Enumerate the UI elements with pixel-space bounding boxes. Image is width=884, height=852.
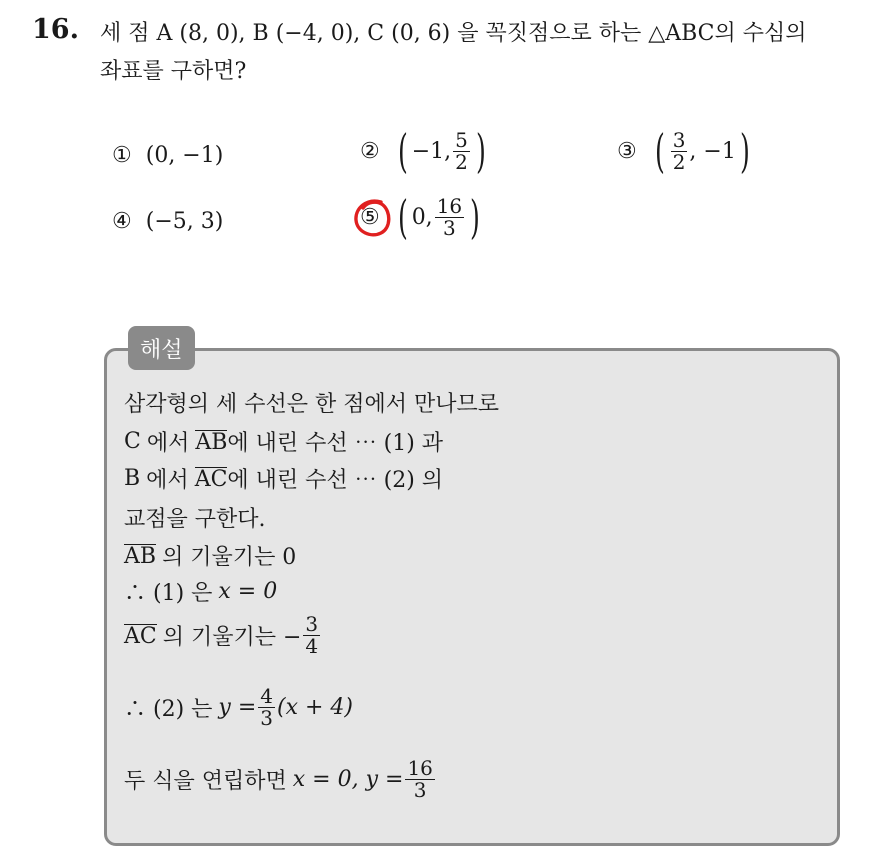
segment-ab: AB: [124, 543, 157, 569]
denominator: 3: [413, 778, 427, 802]
q-prefix: 세 점: [100, 21, 150, 46]
fraction: [671, 127, 688, 174]
solution-line-7: [124, 614, 322, 657]
line-text: 의 기울기는 −: [162, 625, 302, 650]
left-paren: (: [397, 190, 408, 244]
choice-1[interactable]: [112, 143, 223, 168]
line-text: 에 내린 수선 ⋯ (2) 의: [227, 468, 444, 493]
choice-3[interactable]: [617, 124, 754, 178]
line-text: ∴ (1) 은: [124, 581, 213, 606]
right-paren: ): [470, 190, 481, 244]
answer-circle-mark: [351, 196, 395, 240]
solution-line-5: [124, 540, 296, 571]
line-text: 에 내린 수선 ⋯ (1) 과: [227, 431, 444, 456]
question-line-1: 세 점 A (8, 0), B (−4, 0), C (0, 6) 을 꼭짓점으로 하는 △ABC의 수심의: [100, 21, 807, 46]
solution-tag: 해설: [128, 326, 195, 370]
equation: x = 0: [218, 579, 278, 604]
denominator: 3: [260, 706, 273, 730]
choice-mark: ③: [617, 138, 637, 164]
choice-tail: , −1: [689, 138, 736, 164]
choice-text: (0, −1): [145, 143, 224, 168]
line-text: 에서: [146, 468, 189, 493]
choice-2[interactable]: [360, 124, 490, 178]
choice-mark: ⑤: [360, 204, 380, 230]
fraction: [405, 758, 434, 801]
solution-line-9: [124, 758, 437, 801]
point-a: A (8, 0): [156, 21, 239, 46]
q-mid: 을 꼭짓점으로 하는: [457, 21, 642, 46]
right-paren: ): [475, 124, 486, 178]
choice-mark: ④: [112, 209, 132, 234]
choice-4[interactable]: [112, 209, 223, 234]
denominator: 3: [443, 215, 456, 240]
fraction: [435, 193, 464, 240]
right-paren: ): [739, 124, 750, 178]
question-number: 16.: [32, 14, 79, 45]
left-paren: (: [654, 124, 665, 178]
line-text: ∴ (2) 는: [124, 697, 213, 722]
equation-rhs: (x + 4): [277, 695, 353, 720]
equation: x = 0, y =: [292, 767, 404, 792]
point-c: C (0, 6): [367, 21, 451, 46]
segment-ac: AC: [124, 623, 157, 649]
line-text: 두 식을 연립하면: [124, 769, 287, 794]
denominator: 4: [305, 634, 319, 658]
point-b: B (−4, 0): [252, 21, 354, 46]
numerator: 5: [455, 127, 468, 152]
equation-lhs: y =: [218, 695, 257, 720]
numerator: 4: [260, 684, 273, 708]
numerator: 3: [672, 127, 686, 152]
fraction: [453, 127, 470, 174]
denominator: 2: [455, 149, 468, 174]
choice-mark: ②: [360, 138, 380, 164]
solution-line-4: 교점을 구한다.: [124, 507, 266, 532]
q-suffix: 의 수심의: [714, 21, 807, 46]
denominator: 2: [672, 149, 686, 174]
point-label: C: [124, 429, 141, 454]
left-paren: (: [397, 124, 408, 178]
numerator: 16: [407, 756, 433, 780]
solution-line-2: [124, 426, 443, 457]
segment-ab: AB: [195, 429, 228, 455]
fraction: [303, 614, 320, 657]
choice-mark: ①: [112, 143, 132, 168]
fraction: [258, 686, 275, 729]
line-text: 에서: [146, 431, 190, 456]
choice-text: (−5, 3): [145, 209, 224, 234]
triangle-label: △ABC: [648, 21, 715, 46]
segment-ac: AC: [194, 466, 228, 492]
choice-int: 0,: [411, 204, 433, 230]
line-text: 의 기울기는 0: [162, 545, 297, 570]
question-line-2: 좌표를 구하면?: [100, 59, 247, 84]
numerator: 3: [305, 612, 319, 636]
solution-line-1: 삼각형의 세 수선은 한 점에서 만나므로: [124, 392, 499, 417]
numerator: 16: [436, 193, 463, 218]
solution-line-3: [124, 463, 443, 494]
solution-line-6: [124, 576, 277, 607]
solution-line-8: [124, 686, 353, 729]
point-label: B: [124, 466, 141, 491]
choice-int: −1,: [411, 138, 452, 164]
